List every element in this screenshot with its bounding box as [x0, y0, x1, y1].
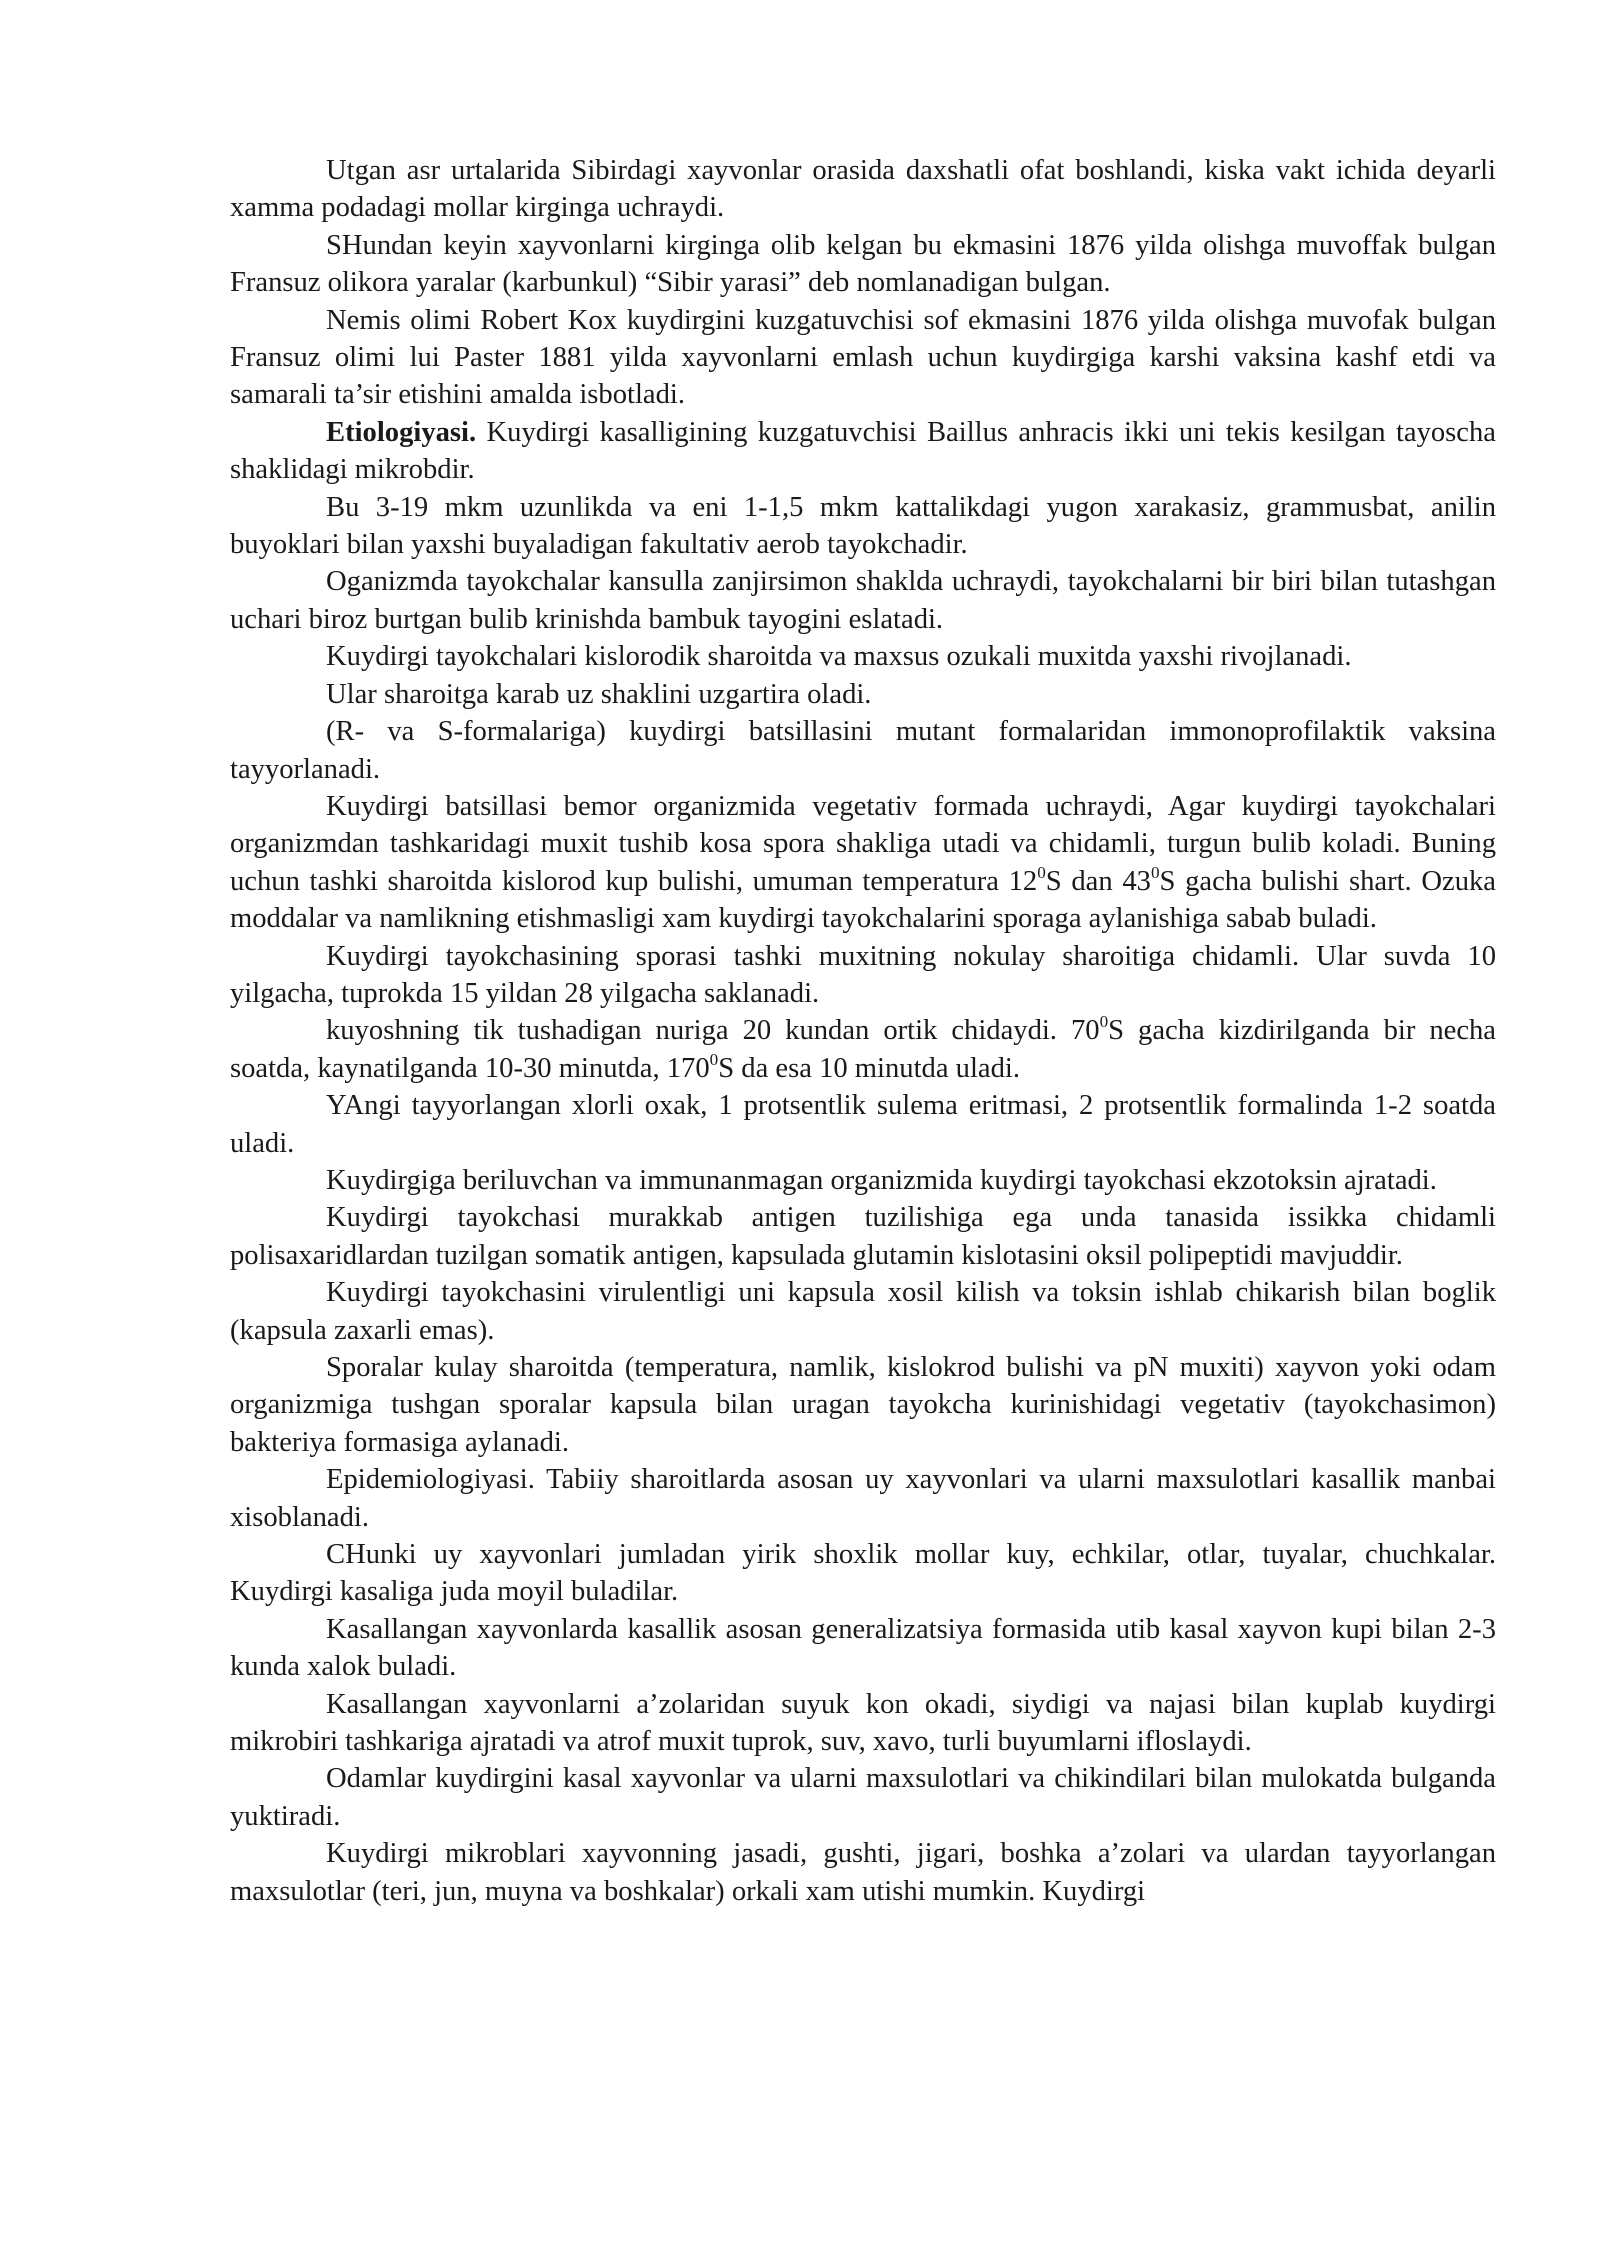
paragraph: Sporalar kulay sharoitda (temperatura, namlik, kislokrod bulishi va pN muxiti) xayvon yoki odam organizmiga tushgan sporalar kapsula bilan uragan tayokcha kurinishidagi vegetativ (tayokchasimon) bakteriya formasiga aylanadi. — [230, 1352, 1496, 1458]
degree-superscript: 0 — [1099, 1012, 1109, 1032]
degree-superscript: 0 — [1037, 862, 1046, 882]
paragraph: Kuydirgi mikroblari xayvonning jasadi, gushti, jigari, boshka a’zolari va ulardan tayyorlangan maxsulotlar (teri, jun, muyna va boshkalar) orkali xam utishi mumkin. Kuydirgi — [230, 1838, 1496, 1907]
paragraph: Kasallangan xayvonlarda kasallik asosan generalizatsiya formasida utib kasal xayvon kupi bilan 2-3 kunda xalok buladi. — [230, 1613, 1496, 1683]
degree-superscript: 0 — [1150, 862, 1160, 882]
paragraph: SHundan keyin xayvonlarni kirginga olib kelgan bu ekmasini 1876 yilda olishga muvoffak bulgan Fransuz olikora yaralar (karbunkul) “Sibir yarasi” deb nomlanadigan bulgan. — [230, 229, 1496, 299]
paragraph: kuyoshning tik tushadigan nuriga 20 kundan ortik chidaydi. $70^0S$ gacha kizdirilganda bir necha soatda, kaynatilganda 10-30 minutda, $170^0S$ da esa 10 minutda uladi. — [230, 1012, 1497, 1084]
paragraph: Bu 3-19 mkm uzunlikda va eni 1-1,5 mkm kattalikdagi yugon xarakasiz, grammusbat, anilin buyoklari bilan yaxshi buyaladigan fakultativ aerob tayokchadir. — [230, 491, 1496, 561]
document-page — [230, 152, 1496, 1910]
section-heading: Etiologiyasi. — [326, 416, 477, 448]
paragraph: Etiologiyasi. Kuydirgi kasalligining kuzgatuvchisi Baillus anhracis ikki uni tekis kesilgan tayoscha shaklidagi mikrobdir. — [230, 416, 1496, 486]
paragraph: Nemis olimi Robert Kox kuydirgini kuzgatuvchisi sof ekmasini 1876 yilda olishga muvofak bulgan Fransuz olimi lui Paster 1881 yilda xayvonlarni emlash uchun kuydirgiga karshi vaksina kashf etdi va samarali ta’sir etishini amalda isbotladi. — [230, 304, 1496, 411]
paragraph: Kuydirgi tayokchasining sporasi tashki muxitning nokulay sharoitiga chidamli. Ular suvda 10 yilgacha, tuprokda 15 yildan 28 yilgacha saklanadi. — [230, 940, 1496, 1009]
paragraph: CHunki uy xayvonlari jumladan yirik shoxlik mollar kuy, echkilar, otlar, tuyalar, chuchkalar. Kuydirgi kasaliga juda moyil buladilar. — [230, 1539, 1496, 1608]
paragraph: (R- va S-formalariga) kuydirgi batsillasini mutant formalaridan immonoprofilaktik vaksina tayyorlanadi. — [230, 716, 1496, 785]
paragraph: Odamlar kuydirgini kasal xayvonlar va ularni maxsulotlari va chikindilari bilan mulokatda bulganda yuktiradi. — [230, 1763, 1496, 1832]
paragraph: Oganizmda tayokchalar kansulla zanjirsimon shaklda uchraydi, tayokchalarni bir biri bilan tutashgan uchari biroz burtgan bulib krinishda bambuk tayogini eslatadi. — [230, 566, 1496, 635]
paragraph: Kuydirgiga beriluvchan va immunanmagan organizmida kuydirgi tayokchasi ekzotoksin ajratadi. — [326, 1164, 1437, 1196]
paragraph: YAngi tayyorlangan xlorli oxak, 1 protsentlik sulema eritmasi, 2 protsentlik formalinda 1-2 soatda uladi. — [230, 1090, 1496, 1159]
paragraph: Kuydirgi tayokchasi murakkab antigen tuzilishiga ega unda tanasida issikka chidamli polisaxaridlardan tuzilgan somatik antigen, kapsulada glutamin kislotasini oksil polipeptidi mavjuddir. — [230, 1202, 1496, 1271]
degree-superscript: 0 — [709, 1049, 719, 1069]
paragraph: Epidemiologiyasi. Tabiiy sharoitlarda asosan uy xayvonlari va ularni maxsulotlari kasallik manbai xisoblanadi. — [230, 1464, 1496, 1533]
paragraph: Kasallangan xayvonlarni a’zolaridan suyuk kon okadi, siydigi va najasi bilan kuplab kuydirgi mikrobiri tashkariga ajratadi va atrof muxit tuprok, suv, xavo, turli buyumlarni ifloslaydi. — [230, 1688, 1496, 1758]
paragraph: Utgan asr urtalarida Sibirdagi xayvonlar orasida daxshatli ofat boshlandi, kiska vakt ichida deyarli xamma podadagi mollar kirginga uchraydi. — [230, 155, 1496, 224]
paragraph: Kuydirgi batsillasi bemor organizmida vegetativ formada uchraydi, Agar kuydirgi tayokchalari organizmdan tashkaridagi muxit tushib kosa spora shakliga utadi va chidamli, turgun bulib koladi. Buning uchun tashki sharoitda kislorod kup bulishi, umuman temperatura $12^0S$ dan $43^0S$ gacha bulishi shart. Ozuka moddalar va namlikning etishmasligi xam kuydirgi tayokchalarini sporaga aylanishiga sabab buladi. — [230, 790, 1497, 935]
paragraph: Ular sharoitga karab uz shaklini uzgartira oladi. — [326, 678, 872, 710]
paragraph: Kuydirgi tayokchasini virulentligi uni kapsula xosil kilish va toksin ishlab chikarish bilan boglik (kapsula zaxarli emas). — [230, 1277, 1496, 1346]
paragraph: Kuydirgi tayokchalari kislorodik sharoitda va maxsus ozukali muxitda yaxshi rivojlanadi. — [326, 641, 1352, 673]
